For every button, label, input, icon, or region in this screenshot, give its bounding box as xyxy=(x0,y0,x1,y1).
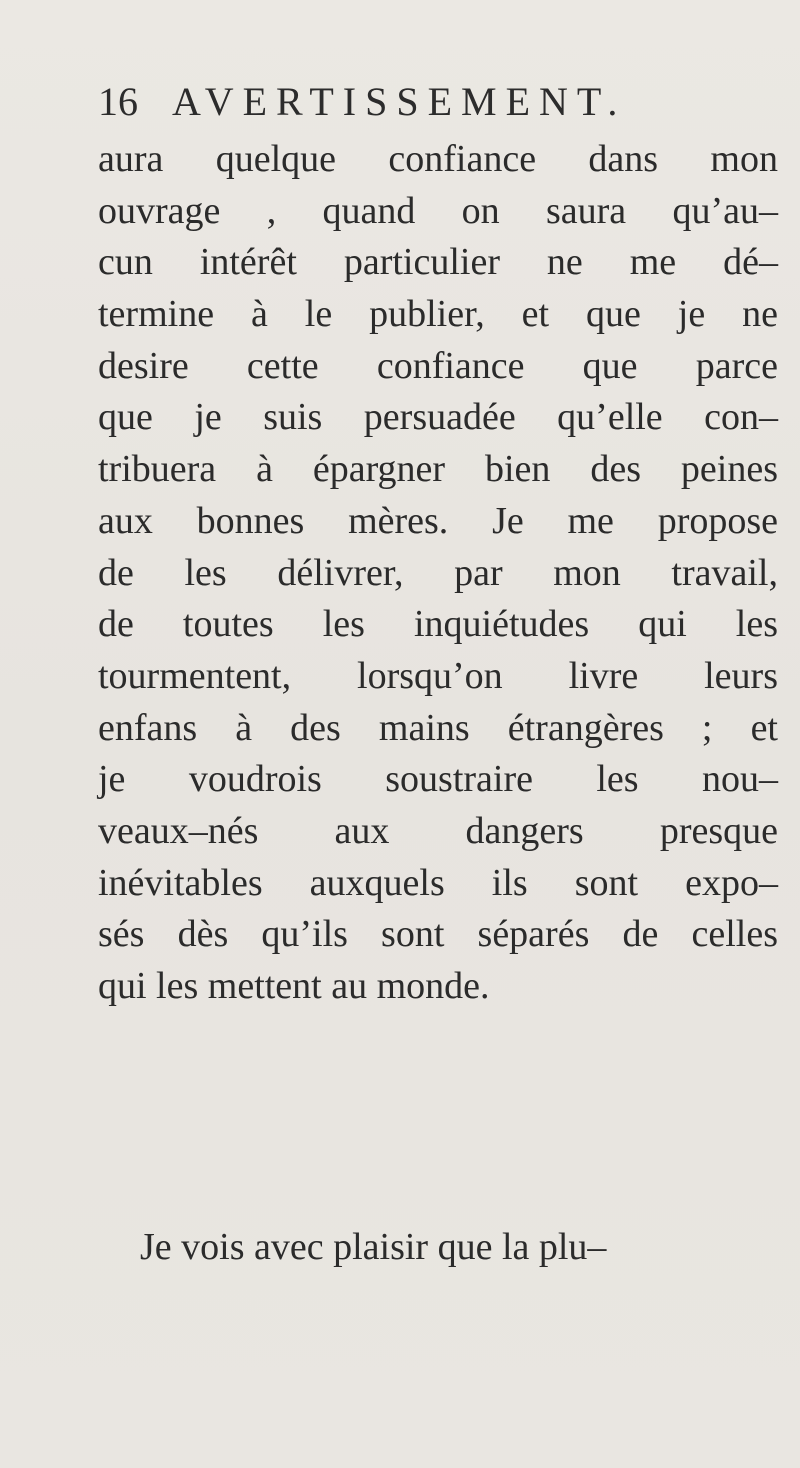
text-line: enfans à des mains étrangères ; et xyxy=(98,706,778,749)
text-line: aux bonnes mères. Je me propose xyxy=(98,499,778,542)
text-line: de les délivrer, par mon travail, xyxy=(98,551,778,594)
page-number: 16 xyxy=(98,79,138,124)
text-line: qui les mettent au monde. xyxy=(98,965,490,1007)
text-line: aura quelque confiance dans mon xyxy=(98,138,778,180)
text-line: desire cette confiance que parce xyxy=(98,344,778,387)
page-header xyxy=(98,78,626,138)
text-line: cun intérêt particulier ne me dé– xyxy=(98,241,778,284)
text-line: ouvrage , quand on saura qu’au– xyxy=(98,189,778,232)
text-line: veaux–nés aux dangers presque xyxy=(98,809,778,852)
paragraph-1 xyxy=(98,134,778,1013)
text-line: de toutes les inquiétudes qui les xyxy=(98,603,778,646)
text-line: sés dès qu’ils sont séparés de celles xyxy=(98,913,778,956)
paragraph-2: Je vois avec plaisir que la plu– xyxy=(140,1226,607,1268)
text-line: tribuera à épargner bien des peines xyxy=(98,448,778,491)
text-line: que je suis persuadée qu’elle con– xyxy=(98,396,778,439)
text-line: inévitables auxquels ils sont expo– xyxy=(98,861,778,904)
running-title: AVERTISSEMENT. xyxy=(172,79,627,124)
text-line: je voudrois soustraire les nou– xyxy=(98,758,778,801)
text-line: tourmentent, lorsqu’on livre leurs xyxy=(98,654,778,697)
text-line: termine à le publier, et que je ne xyxy=(98,293,778,336)
